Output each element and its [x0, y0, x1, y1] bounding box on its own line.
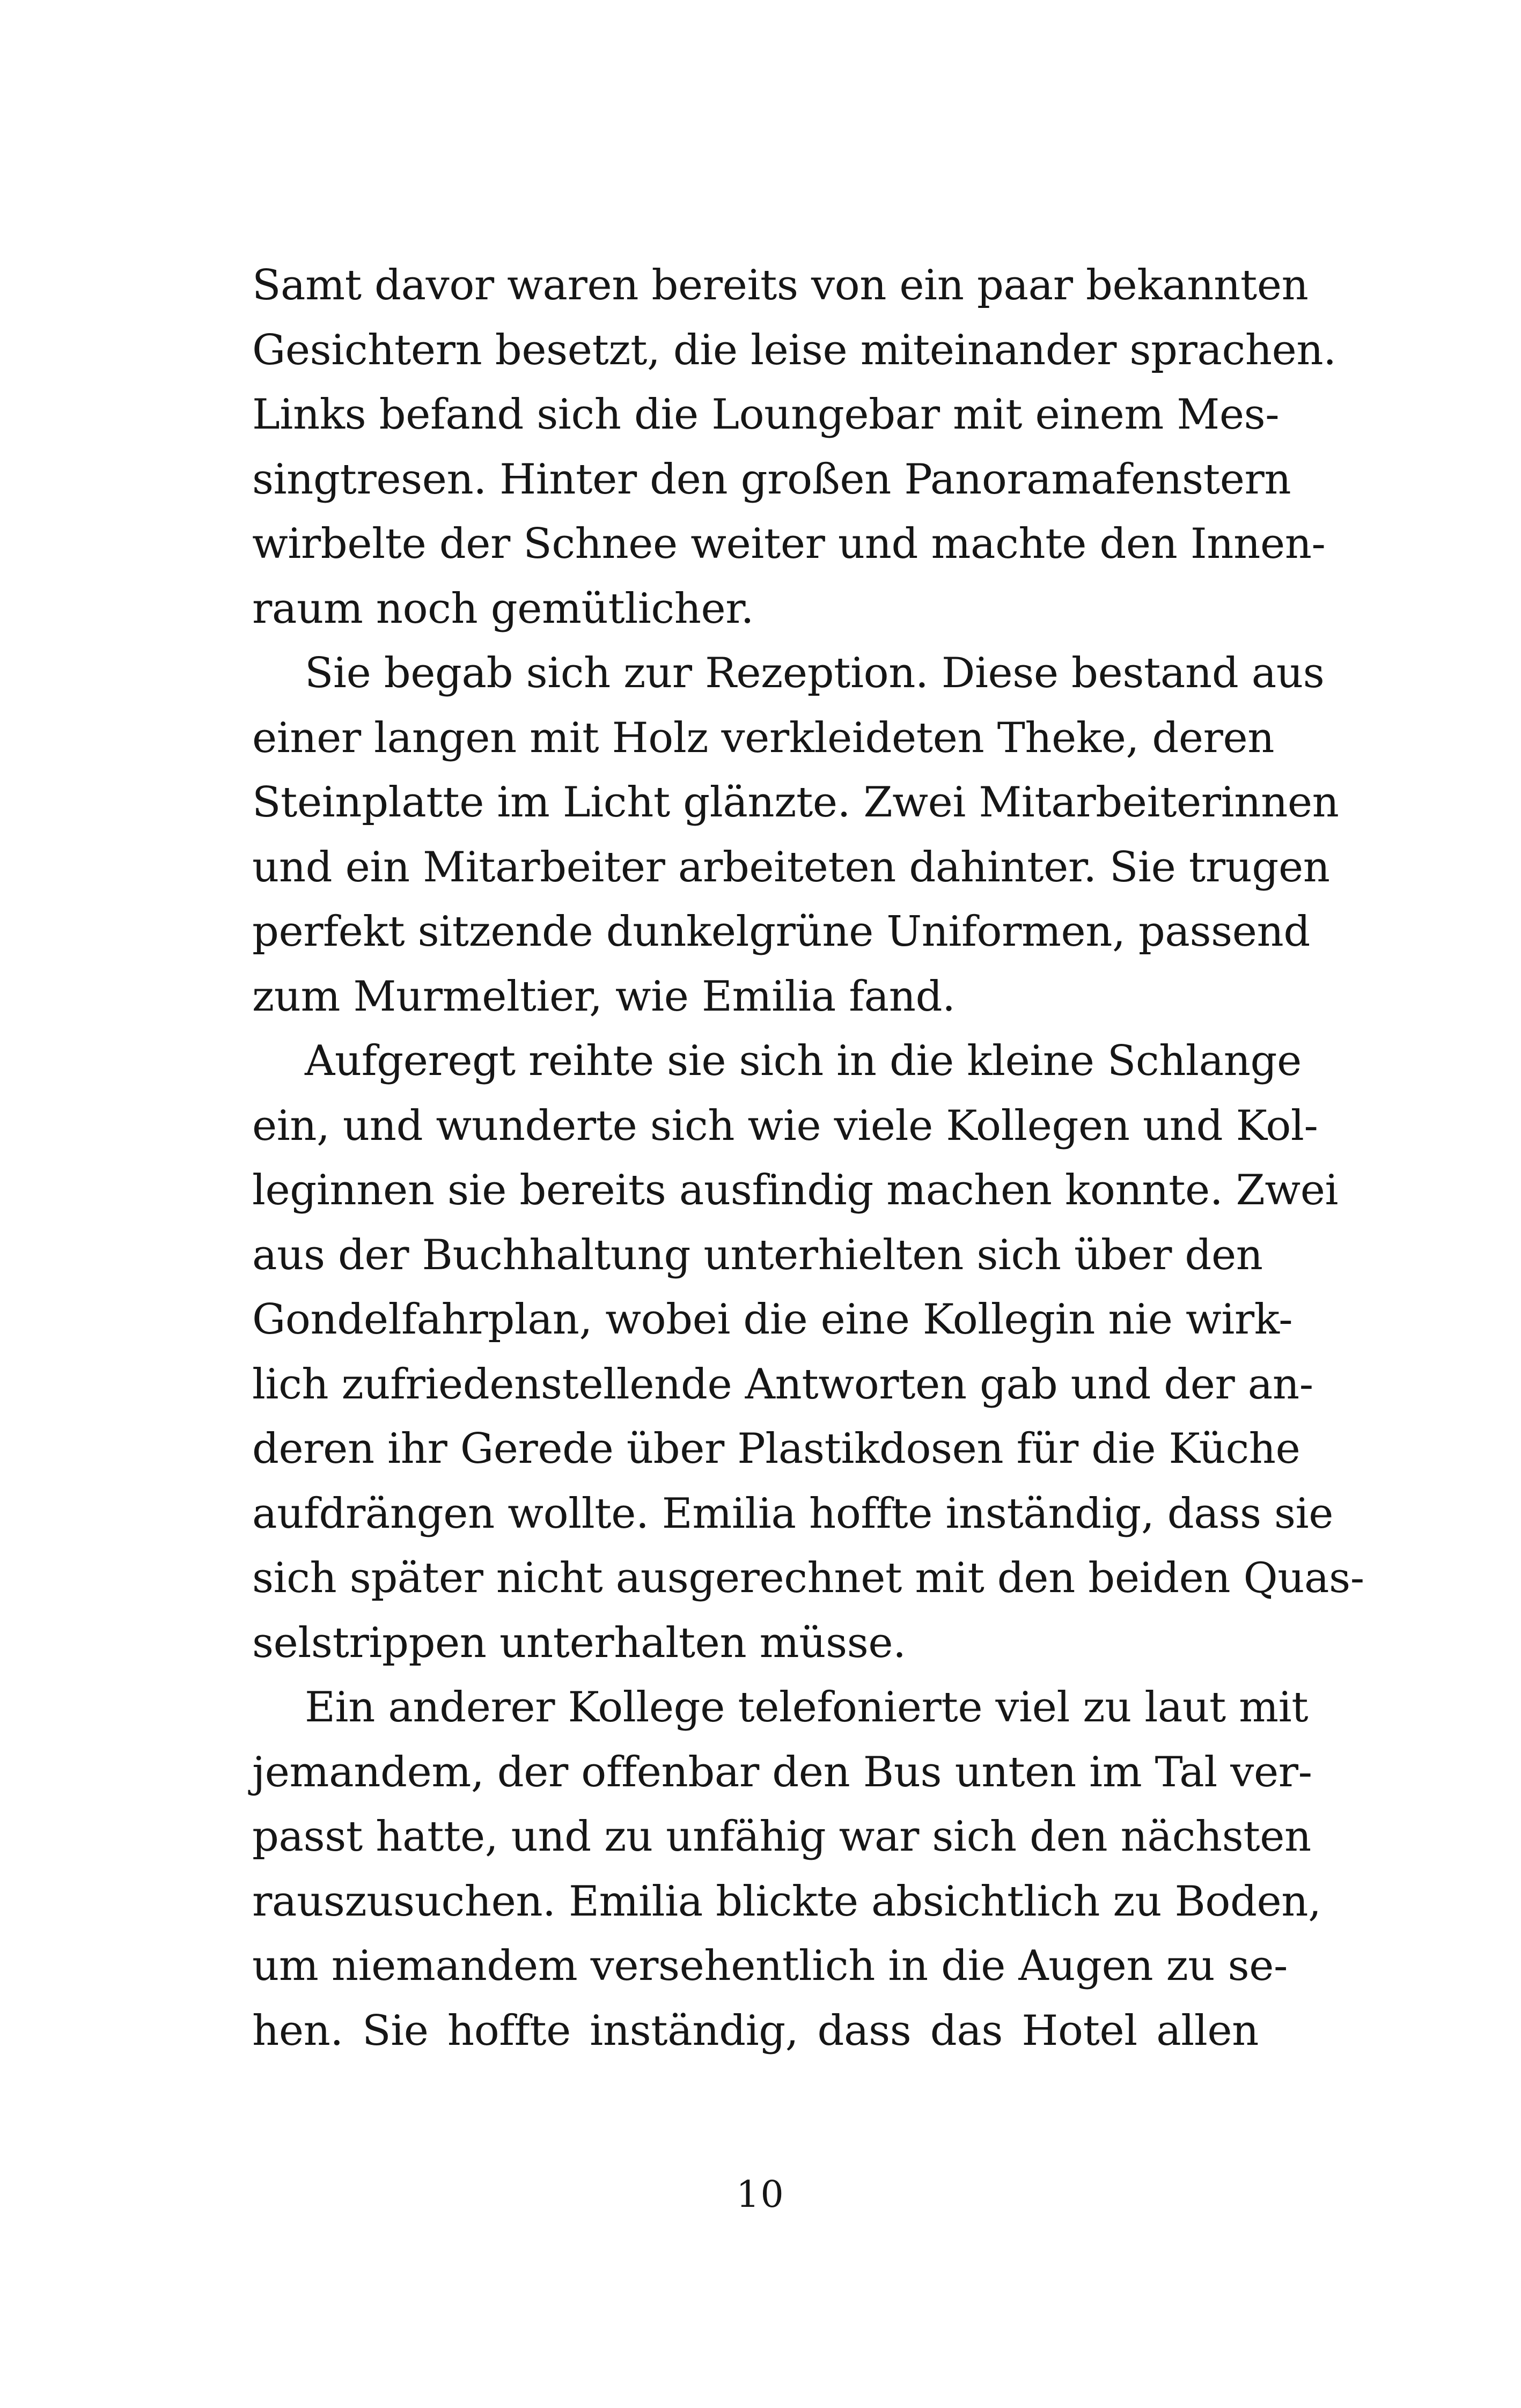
text-line: singtresen. Hinter den großen Panoramafenstern — [252, 455, 1291, 504]
text-line: Samt davor waren bereits von ein paar bekannten — [252, 261, 1309, 310]
text-line: perfekt sitzende dunkelgrüne Uniformen, passend — [252, 908, 1310, 956]
text-line: aus der Buchhaltung unterhielten sich über den — [252, 1231, 1263, 1279]
text-line: zum Murmeltier, wie Emilia fand. — [252, 972, 956, 1021]
text-line: einer langen mit Holz verkleideten Theke, deren — [252, 713, 1275, 762]
text-line: Steinplatte im Licht glänzte. Zwei Mitarbeiterinnen — [252, 778, 1339, 827]
text-line: Gondelfahrplan, wobei die eine Kollegin nie wirk- — [252, 1295, 1293, 1344]
body-text — [252, 253, 1364, 2063]
text-line: sich später nicht ausgerechnet mit den beiden Quas- — [252, 1554, 1364, 1602]
text-line: Sie begab sich zur Rezeption. Diese bestand aus — [305, 649, 1325, 697]
text-line: passt hatte, und zu unfähig war sich den nächsten — [252, 1813, 1311, 1861]
text-line: Ein anderer Kollege telefonierte viel zu laut mit — [305, 1683, 1309, 1732]
text-line: Links befand sich die Loungebar mit einem Mes- — [252, 391, 1280, 439]
text-line: rauszusuchen. Emilia blickte absichtlich zu Boden, — [252, 1877, 1321, 1926]
text-line: Aufgeregt reihte sie sich in die kleine Schlange — [305, 1037, 1302, 1085]
text-line: um niemandem versehentlich in die Augen zu se- — [252, 1942, 1288, 1990]
text-line: aufdrängen wollte. Emilia hoffte inständig, dass sie — [252, 1489, 1333, 1538]
text-line: selstrippen unterhalten müsse. — [252, 1618, 906, 1667]
text-line: ein, und wunderte sich wie viele Kollegen und Kol- — [252, 1101, 1318, 1150]
text-line: hen. Sie hoffte inständig, dass das Hotel allen — [252, 2006, 1259, 2055]
text-line: jemandem, der offenbar den Bus unten im Tal ver- — [252, 1748, 1312, 1796]
text-line: Gesichtern besetzt, die leise miteinander sprachen. — [252, 326, 1336, 374]
text-line: lich zufriedenstellende Antworten gab und der an- — [252, 1360, 1313, 1409]
text-line: leginnen sie bereits ausfindig machen konnte. Zwei — [252, 1166, 1339, 1214]
text-line: wirbelte der Schnee weiter und machte den Innen- — [252, 520, 1326, 568]
text-line: raum noch gemütlicher. — [252, 584, 754, 633]
text-line: und ein Mitarbeiter arbeiteten dahinter. Sie trugen — [252, 843, 1330, 892]
text-line: deren ihr Gerede über Plastikdosen für die Küche — [252, 1425, 1300, 1473]
page-number: 10 — [736, 2174, 785, 2216]
